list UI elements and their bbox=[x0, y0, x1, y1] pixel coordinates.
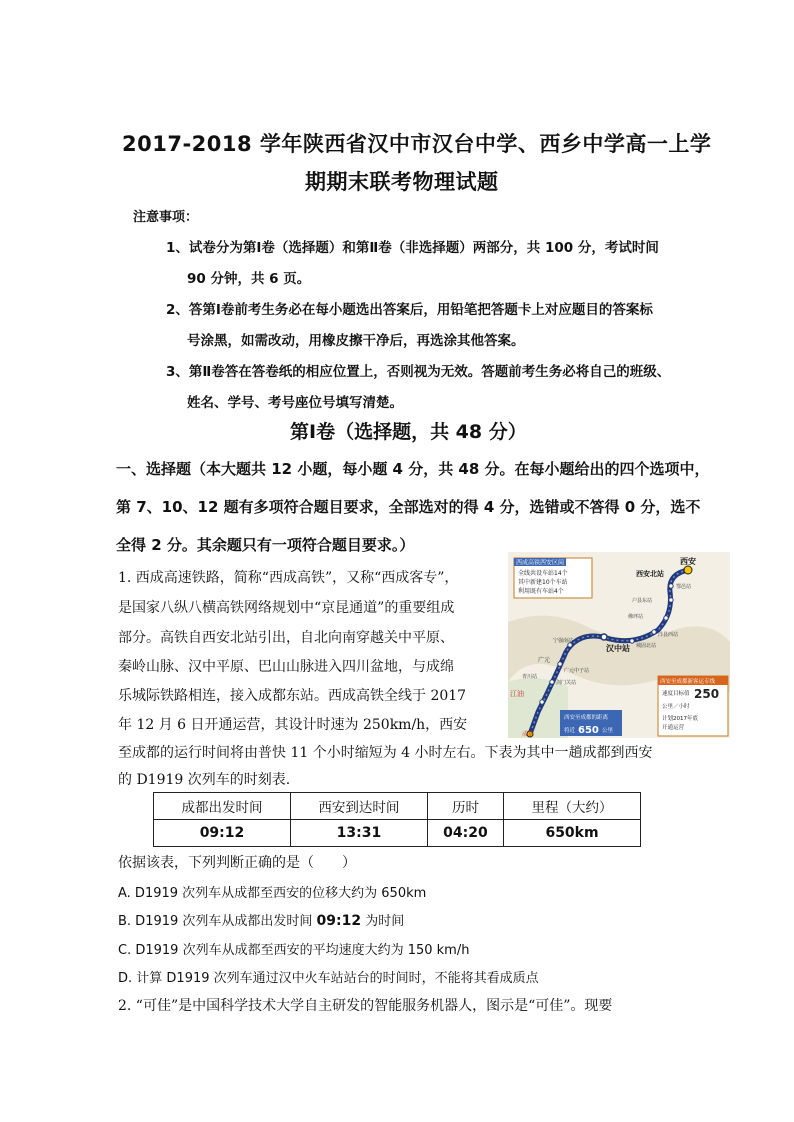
q1-line-3: 部分。高铁自西安北站引出，自北向南穿越关中平原、 bbox=[118, 630, 454, 646]
q1-line-5: 乐城际铁路相连，接入成都东站。西成高铁全线于 2017 bbox=[118, 688, 467, 704]
info-box-line-3: 计划2017年底 bbox=[662, 716, 698, 722]
q1-option-d: D. 计算 D1919 次列车通过汉中火车站站台的时间时，不能将其看成质点 bbox=[118, 971, 539, 986]
label-station-e3: 佛坪站 bbox=[628, 614, 644, 620]
q1-line-4: 秦岭山脉、汉中平原、巴山山脉进入四川盆地，与成绵 bbox=[118, 659, 454, 675]
station-marker bbox=[684, 566, 692, 574]
label-hanzhong: 汉中站 bbox=[606, 644, 630, 653]
q1-line-8: 的 D1919 次列车的时刻表. bbox=[118, 772, 291, 788]
timetable-cell: 13:31 bbox=[290, 820, 427, 847]
legend-line-2: 其中新建10个车站 bbox=[518, 579, 568, 586]
q1-option-b-suffix: 为时间 bbox=[361, 914, 405, 929]
q1-prompt: 依据该表，下列判断正确的是（ ） bbox=[118, 855, 356, 871]
label-station-e2: 户县东站 bbox=[632, 598, 653, 604]
legend-line-3: 利用既有车站4个 bbox=[518, 588, 564, 595]
info-box-line-1: 速度目标值 bbox=[662, 691, 690, 697]
timetable-cell: 650km bbox=[504, 820, 641, 847]
legend-line-1: 全线共设车站14个 bbox=[518, 570, 568, 577]
distance-line-1: 西安至成都的距离 bbox=[564, 715, 609, 721]
label-xianbei: 西安北站 bbox=[636, 570, 664, 578]
timetable bbox=[153, 792, 641, 847]
timetable-header: 西安到达时间 bbox=[290, 793, 427, 820]
station-marker bbox=[558, 662, 562, 666]
title-line-2: 期期末联考物理试题 bbox=[305, 170, 499, 194]
station-marker bbox=[601, 634, 607, 640]
timetable-header: 历时 bbox=[427, 793, 503, 820]
station-marker bbox=[652, 630, 656, 634]
station-marker bbox=[664, 616, 668, 620]
notice-item-3-line-2: 姓名、学号、考号座位号填写清楚。 bbox=[187, 395, 403, 411]
q1-option-b bbox=[118, 910, 404, 929]
timetable-header: 里程（大约） bbox=[504, 793, 641, 820]
q1-option-b-prefix: B. D1919 次列车从成都出发时间 bbox=[118, 914, 317, 929]
info-box-speed: 250 bbox=[694, 687, 720, 701]
station-marker bbox=[669, 598, 673, 602]
section-1-line-1: 一、选择题（本大题共 12 小题，每小题 4 分，共 48 分。在每小题给出的四个选项中， bbox=[116, 460, 710, 478]
station-marker bbox=[630, 639, 634, 643]
label-station-w1: 宁强南站 bbox=[553, 638, 574, 644]
timetable-value-row bbox=[154, 820, 641, 847]
station-marker bbox=[540, 700, 544, 704]
station-marker bbox=[550, 680, 554, 684]
label-station-e5: 城固北站 bbox=[636, 643, 657, 649]
title-line-1: 2017-2018 学年陕西省汉中市汉台中学、西乡中学高一上学 bbox=[122, 132, 712, 156]
label-station-w6: 江油 bbox=[510, 690, 524, 698]
notice-item-3-line-1: 3、第Ⅱ卷答在答卷纸的相应位置上，否则视为无效。答题前考生务必将自己的班级、 bbox=[166, 364, 671, 380]
section-1-line-2: 第 7、10、12 题有多项符合题目要求，全部选对的得 4 分，选错或不答得 0 分，选不 bbox=[116, 498, 701, 516]
timetable-header-row bbox=[154, 793, 641, 820]
notice-item-2-line-2: 号涂黑，如需改动，用橡皮擦干净后，再选涂其他答案。 bbox=[187, 333, 525, 349]
part-1-heading: 第Ⅰ卷（选择题，共 48 分） bbox=[290, 421, 527, 443]
q2-line-1: 2. “可佳”是中国科学技术大学自主研发的智能服务机器人，图示是“可佳”。现要 bbox=[118, 998, 613, 1014]
legend-title: 西成高铁西安区间 bbox=[516, 559, 565, 567]
q1-line-6: 年 12 月 6 日开通运营，其设计时速为 250km/h，西安 bbox=[118, 717, 468, 733]
label-xian: 西安 bbox=[680, 557, 696, 566]
q1-option-a: A. D1919 次列车从成都至西安的位移大约为 650km bbox=[118, 886, 427, 901]
distance-line-2: 将近 bbox=[564, 728, 576, 734]
notice-item-1-line-1: 1、试卷分为第Ⅰ卷（选择题）和第Ⅱ卷（非选择题）两部分，共 100 分，考试时间 bbox=[166, 240, 659, 256]
notice-heading: 注意事项： bbox=[133, 210, 199, 225]
distance-number: 650 bbox=[578, 725, 599, 736]
q1-line-7: 至成都的运行时间将由普快 11 个小时缩短为 4 小时左右。下表为其中一趟成都到西安 bbox=[118, 745, 653, 761]
label-station-e4: 洋县西站 bbox=[658, 632, 679, 638]
timetable-cell: 09:12 bbox=[154, 820, 291, 847]
info-box-line-2: 公里／小时 bbox=[662, 704, 690, 710]
q1-option-b-time: 09:12 bbox=[316, 913, 362, 929]
q1-line-2: 是国家八纵八横高铁网络规划中“京昆通道”的重要组成 bbox=[118, 600, 455, 616]
label-station-e1: 鄠邑站 bbox=[676, 584, 692, 590]
info-box-line-4: 开通运营 bbox=[662, 725, 685, 731]
distance-line-3: 公里 bbox=[602, 728, 614, 734]
timetable-cell: 04:20 bbox=[427, 820, 503, 847]
railway-map bbox=[508, 552, 730, 738]
notice-item-2-line-1: 2、答第Ⅰ卷前考生务必在每小题选出答案后，用铅笔把答题卡上对应题目的答案标 bbox=[166, 302, 653, 318]
timetable-header: 成都出发时间 bbox=[154, 793, 291, 820]
section-1-line-3: 全得 2 分。其余题只有一项符合题目要求。） bbox=[116, 536, 415, 554]
notice-item-1-line-2: 90 分钟，共 6 页。 bbox=[187, 271, 311, 287]
label-station-w5: 青川站 bbox=[522, 674, 538, 680]
label-chengdu: 成都 bbox=[522, 731, 535, 738]
station-marker bbox=[669, 584, 673, 588]
q1-option-c: C. D1919 次列车从成都至西安的平均速度大约为 150 km/h bbox=[118, 943, 470, 958]
q1-line-1: 1. 西成高速铁路，简称“西成高铁”，又称“西成客专”， bbox=[118, 570, 459, 586]
label-station-w2: 广元 bbox=[538, 657, 551, 664]
label-station-w3: 广元中子站 bbox=[564, 668, 590, 674]
info-box-title: 西安至成都新客运专线 bbox=[660, 679, 716, 685]
label-station-w4: 剑门关站 bbox=[556, 680, 577, 686]
